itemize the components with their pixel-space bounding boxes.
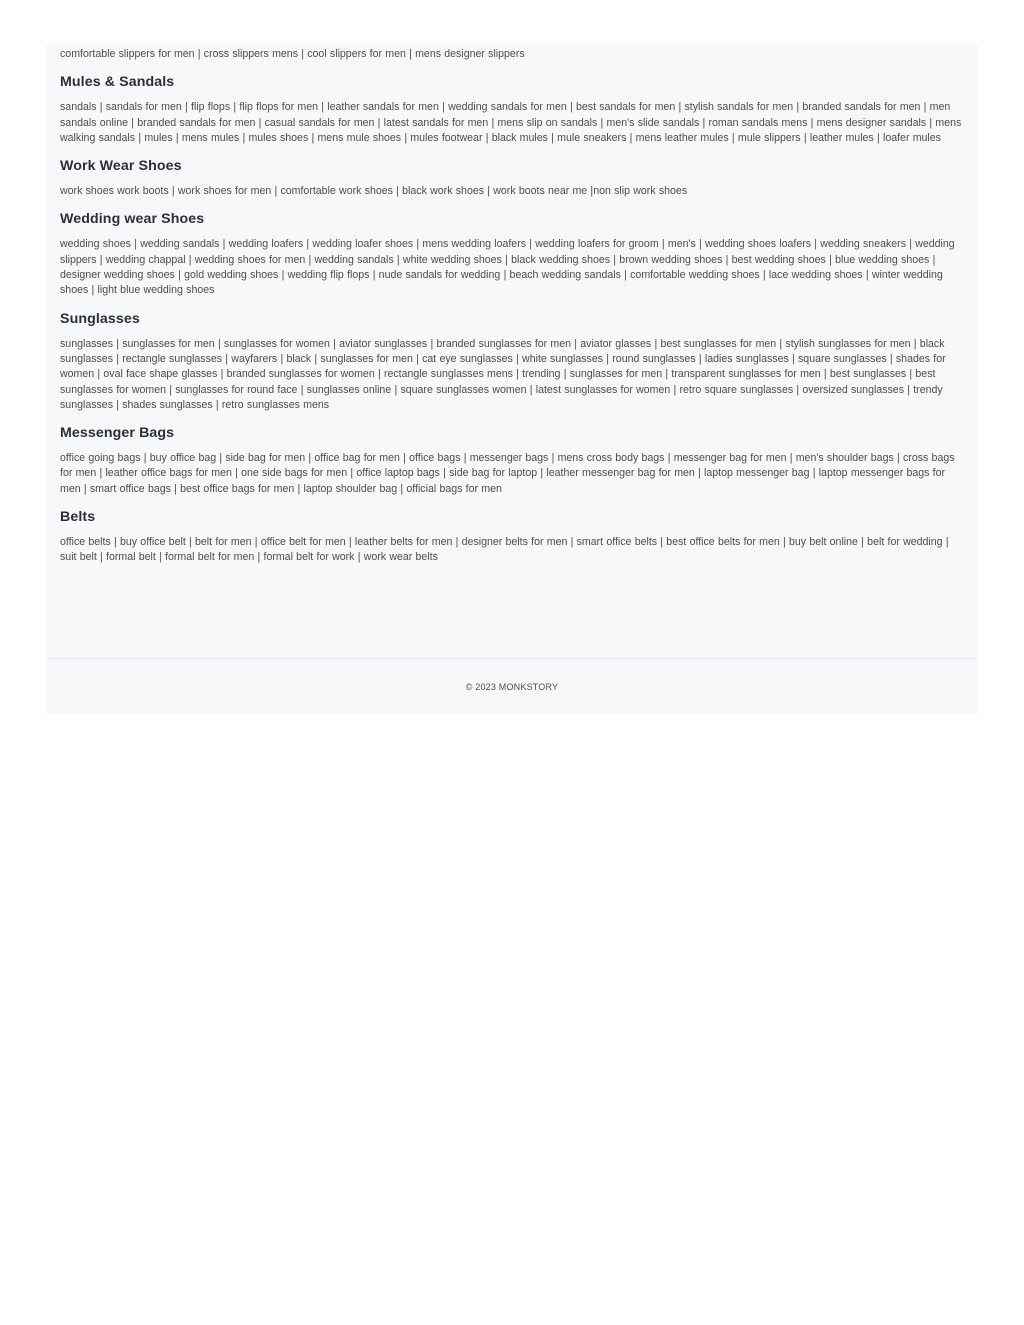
section-mules-sandals — [60, 74, 964, 146]
section-title: Belts — [60, 509, 96, 526]
section-title: Mules & Sandals — [60, 74, 175, 91]
section-links[interactable]: sandals | sandals for men | flip flops | flip flops for men | leather sandals for men | wedding sandals for men | best sandals for men | stylish sandals for men | branded sandals for men | men sandals online | branded sandals for men | casual sandals for men | latest sandals for men | mens slip on sandals | men's slide sandals | roman sandals mens | mens designer sandals | mens walking sandals | mules | mens mules | mules shoes | mens mule shoes | mules footwear | black mules | mule sneakers | mens leather mules | mule slippers | leather mules | loafer mules — [60, 101, 962, 144]
section-sunglasses — [60, 311, 964, 413]
section-messenger-bags — [60, 425, 964, 497]
section-links[interactable]: wedding shoes | wedding sandals | wedding loafers | wedding loafer shoes | mens wedding loafers | wedding loafers for groom | men's | wedding shoes loafers | wedding sneakers | wedding slippers | wedding chappal | wedding shoes for men | wedding sandals | white wedding shoes | black wedding shoes | brown wedding shoes | best wedding shoes | blue wedding shoes | designer wedding shoes | gold wedding shoes | wedding flip flops | nude sandals for wedding | beach wedding sandals | comfortable wedding shoes | lace wedding shoes | winter wedding shoes | light blue wedding shoes — [60, 238, 955, 297]
section-links[interactable]: office belts | buy office belt | belt for men | office belt for men | leather belts for men | designer belts for men | smart office belts | best office belts for men | buy belt online | belt for wedding | suit belt | formal belt | formal belt for men | formal belt for work | work wear belts — [60, 536, 949, 564]
section-belts — [60, 509, 964, 566]
section-links[interactable]: sunglasses | sunglasses for men | sunglasses for women | aviator sunglasses | branded sunglasses for men | aviator glasses | best sunglasses for men | stylish sunglasses for men | black sunglasses | rectangle sunglasses | wayfarers | black | sunglasses for men | cat eye sunglasses | white sunglasses | round sunglasses | ladies sunglasses | square sunglasses | shades for women | oval face shape glasses | branded sunglasses for women | rectangle sunglasses mens | trending | sunglasses for men | transparent sunglasses for men | best sunglasses | best sunglasses for women | sunglasses for round face | sunglasses online | square sunglasses women | latest sunglasses for women | retro square sunglasses | oversized sunglasses | trendy sunglasses | shades sunglasses | retro sunglasses mens — [60, 337, 946, 411]
section-title: Wedding wear Shoes — [60, 211, 205, 228]
seo-links-content — [46, 45, 978, 566]
section-wedding-wear-shoes — [60, 211, 964, 298]
section-title: Messenger Bags — [60, 425, 175, 442]
page-footer — [46, 658, 978, 715]
seo-links-panel — [46, 45, 978, 714]
section-links[interactable]: work shoes work boots | work shoes for men | comfortable work shoes | black work shoes | work boots near me |non slip work shoes — [60, 185, 688, 198]
slippers-links[interactable]: comfortable slippers for men | cross slippers mens | cool slippers for men | mens designer slippers — [60, 48, 525, 60]
section-title: Sunglasses — [60, 310, 140, 327]
section-links[interactable]: office going bags | buy office bag | side bag for men | office bag for men | office bags | messenger bags | mens cross body bags | messenger bag for men | men's shoulder bags | cross bags for men | leather office bags for men | one side bags for men | office laptop bags | side bag for laptop | leather messenger bag for men | laptop messenger bag | laptop messenger bags for men | smart office bags | best office bags for men | laptop shoulder bag | official bags for men — [60, 452, 955, 495]
section-work-wear-shoes — [60, 158, 964, 199]
copyright-text: © 2023 MONKSTORY — [465, 682, 559, 692]
section-title: Work Wear Shoes — [60, 158, 182, 175]
